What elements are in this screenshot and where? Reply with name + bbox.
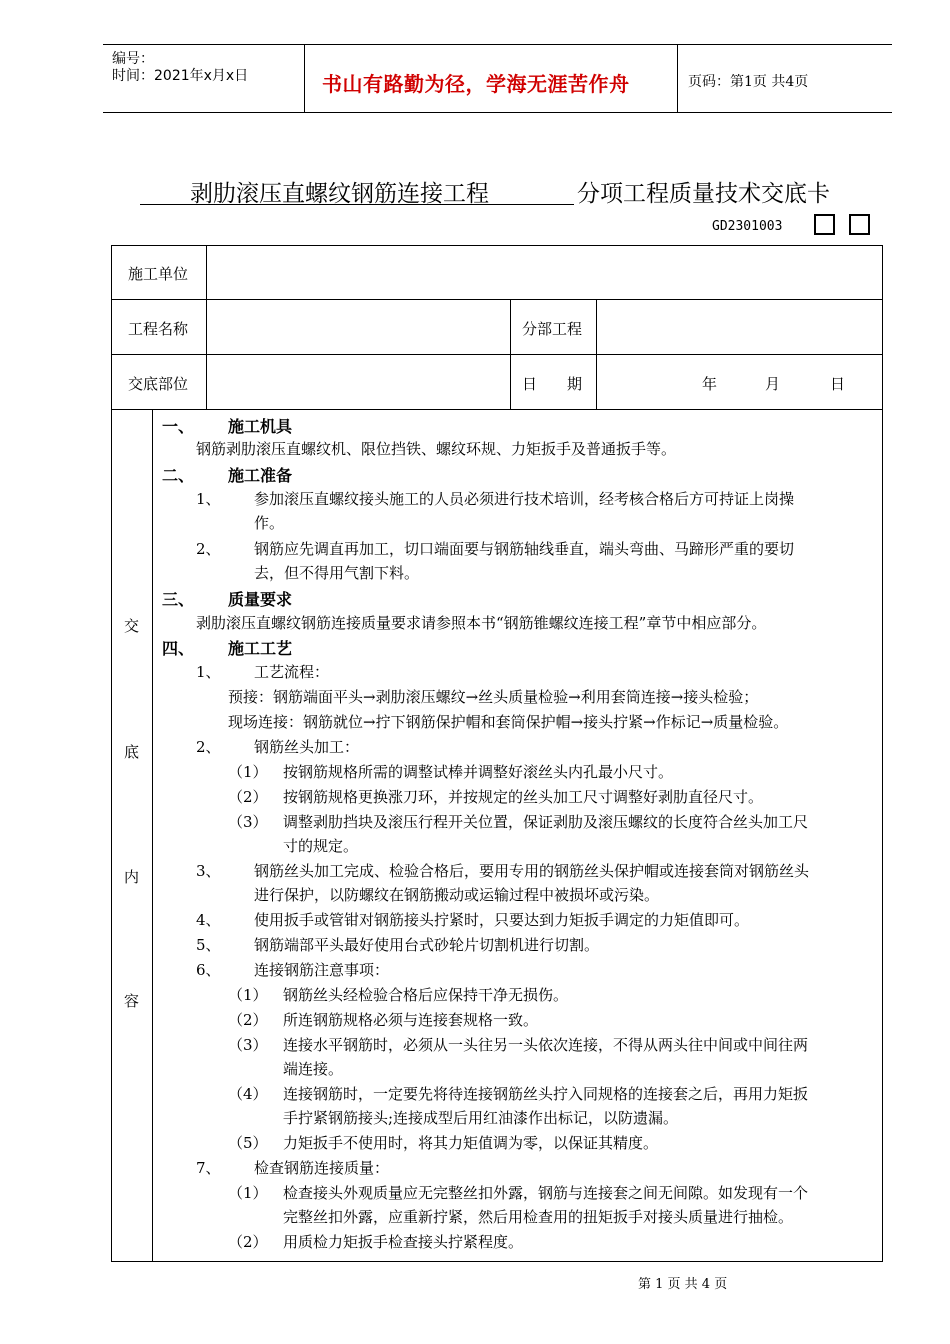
section-number: 三、 [162,590,195,609]
title-card-name: 分项工程质量技术交底卡 [577,181,830,207]
item-number: 4、 [196,911,221,929]
item-number: 5、 [196,936,221,954]
item-title: 钢筋丝头加工： [254,738,360,756]
section-title: 施工工艺 [228,639,293,658]
item-title: 检查钢筋连接质量： [254,1159,390,1177]
section-title: 施工机具 [228,417,293,436]
sub-item-number: （2） [228,1011,268,1029]
item-number: 1、 [196,490,221,508]
sub-item-number: （3） [228,813,268,831]
section-title: 施工准备 [228,466,293,485]
paragraph: 钢筋丝头加工完成、检验合格后，要用专用的钢筋丝头保护帽或连接套筒对钢筋丝头 [254,862,810,880]
label-day: 日 [830,375,846,393]
item-title: 连接钢筋注意事项： [254,961,390,979]
header-divider [304,44,305,112]
paragraph: 去，但不得用气割下料。 [254,564,420,582]
form-col-rule [152,409,153,1262]
item-number: 2、 [196,738,221,756]
paragraph: 使用扳手或管钳对钢筋接头拧紧时，只要达到力矩扳手调定的力矩值即可。 [254,911,750,929]
section-number: 二、 [162,466,195,485]
section-number: 一、 [162,417,195,436]
item-number: 7、 [196,1159,221,1177]
paragraph: 参加滚压直螺纹接头施工的人员必须进行技术培训，经考核合格后方可持证上岗操 [254,490,795,508]
item-number: 1、 [196,663,221,681]
header-page-label: 页码：第1页 共4页 [688,74,809,90]
sub-item-number: （1） [228,986,268,1004]
paragraph: 现场连接：钢筋就位→拧下钢筋保护帽和套筒保护帽→接头拧紧→作标记→质量检验。 [228,713,789,731]
paragraph: 钢筋剥肋滚压直螺纹机、限位挡铁、螺纹环规、力矩扳手及普通扳手等。 [196,440,677,458]
sub-item-number: （2） [228,1233,268,1251]
item-number: 6、 [196,961,221,979]
title-underline [140,204,574,205]
paragraph: 进行保护，以防螺纹在钢筋搬动或运输过程中被损坏或污染。 [254,886,660,904]
header-divider [677,44,678,112]
form-col-rule [510,299,511,409]
sub-item-number: （1） [228,763,268,781]
label-project-name: 工程名称 [128,320,189,338]
section-title: 质量要求 [228,590,293,609]
paragraph: 剥肋滚压直螺纹钢筋连接质量要求请参照本书“钢筋锥螺纹连接工程”章节中相应部分。 [196,614,767,632]
footer-page-number: 第 1 页 共 4 页 [638,1277,728,1292]
checkbox[interactable] [849,214,870,235]
header-bottom-rule [103,112,892,113]
sub-item-number: （3） [228,1036,268,1054]
form-col-rule [206,245,207,409]
paragraph: 完整丝扣外露，应重新拧紧，然后用检查用的扭矩扳手对接头质量进行抽检。 [283,1208,794,1226]
header-motto: 书山有路勤为径，学海无涯苦作舟 [322,72,630,96]
paragraph: 力矩扳手不使用时，将其力矩值调为零，以保证其精度。 [283,1134,659,1152]
paragraph: 用质检力矩扳手检查接头拧紧程度。 [283,1233,524,1251]
paragraph: 钢筋应先调直再加工，切口端面要与钢筋轴线垂直，端头弯曲、马蹄形严重的要切 [254,540,795,558]
paragraph: 端连接。 [283,1060,344,1078]
sub-item-number: （5） [228,1134,268,1152]
document-number-label: 编号： [112,51,154,67]
sub-item-number: （2） [228,788,268,806]
label-date: 日 期 [522,375,583,393]
sub-item-number: （4） [228,1085,268,1103]
item-title: 工艺流程： [254,663,330,681]
label-content-char: 底 [124,743,140,761]
document-time-label: 时间：2021年x月x日 [112,68,249,84]
paragraph: 调整剥肋挡块及滚压行程开关位置，保证剥肋及滚压螺纹的长度符合丝头加工尺 [283,813,809,831]
label-content-char: 容 [124,992,140,1010]
paragraph: 预接：钢筋端面平头→剥肋滚压螺纹→丝头质量检验→利用套筒连接→接头检验； [228,688,759,706]
form-row-rule [111,354,883,355]
paragraph: 手拧紧钢筋接头;连接成型后用红油漆作出标记，以防遗漏。 [283,1109,679,1127]
label-content-char: 内 [124,868,140,886]
label-sub-project: 分部工程 [522,320,583,338]
title-project-name: 剥肋滚压直螺纹钢筋连接工程 [190,181,489,207]
document-code: GD2301003 [712,219,783,234]
checkbox[interactable] [814,214,835,235]
item-number: 2、 [196,540,221,558]
header-top-rule [103,44,892,45]
label-construction-unit: 施工单位 [128,265,189,283]
label-disclosure-position: 交底部位 [128,375,189,393]
paragraph: 作。 [254,514,285,532]
paragraph: 寸的规定。 [283,837,359,855]
form-row-rule [111,299,883,300]
form-col-rule [596,299,597,409]
paragraph: 钢筋端部平头最好使用台式砂轮片切割机进行切割。 [254,936,600,954]
label-year: 年 [702,375,718,393]
sub-item-number: （1） [228,1184,268,1202]
label-content-char: 交 [124,617,140,635]
paragraph: 检查接头外观质量应无完整丝扣外露，钢筋与连接套之间无间隙。如发现有一个 [283,1184,809,1202]
paragraph: 钢筋丝头经检验合格后应保持干净无损伤。 [283,986,569,1004]
paragraph: 所连钢筋规格必须与连接套规格一致。 [283,1011,539,1029]
form-row-rule [111,409,883,410]
label-month: 月 [765,375,781,393]
paragraph: 连接水平钢筋时，必须从一头往另一头依次连接，不得从两头往中间或中间往两 [283,1036,809,1054]
paragraph: 按钢筋规格更换涨刀环，并按规定的丝头加工尺寸调整好剥肋直径尺寸。 [283,788,764,806]
section-number: 四、 [162,639,195,658]
paragraph: 按钢筋规格所需的调整试棒并调整好滚丝头内孔最小尺寸。 [283,763,674,781]
paragraph: 连接钢筋时，一定要先将待连接钢筋丝头拧入同规格的连接套之后，再用力矩扳 [283,1085,809,1103]
item-number: 3、 [196,862,221,880]
